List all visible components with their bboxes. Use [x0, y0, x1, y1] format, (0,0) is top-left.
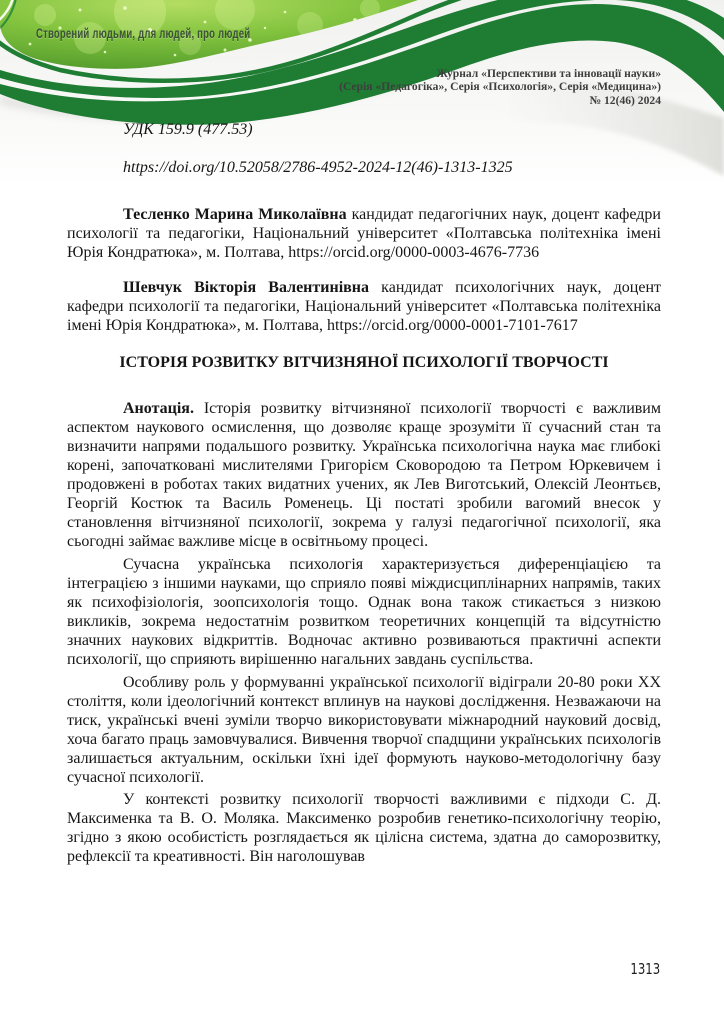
udc-line: УДК 159.9 (477.53): [123, 121, 253, 138]
journal-issue-line: № 12(46) 2024: [589, 93, 661, 107]
author-block: [67, 205, 661, 262]
abstract-text: Історія розвитку вітчизняної психології творчості є важливим аспектом наукового осмислення, що дозволяє краще зрозуміти її сучасний стан та визначити напрями подальшого розвитку. Українська психологічна наука має глибокі корені, започатковані мислителями Григорієм Сковородою та Петром Юркевичем і продовжені в роботах таких видатних учених, як Лев Виготський, Олексій Леонтьєв, Георгій Костюк та Василь Роменець. Ці постаті зробили вагомий внесок у становлення вітчизняної психології, зокрема у галузі педагогічної психології, яка сьогодні займає важливе місце в освітньому процесі.: [67, 400, 661, 550]
abstract-label: Анотація.: [123, 400, 194, 417]
header-slogan: Створений людьми, для людей, про людей: [36, 25, 251, 41]
author-details: кандидат психологічних наук, доцент кафедри психології та педагогіки, Національний університет «Полтавська політехніка імені Юрія Кондратюка», м. Полтава, https://orcid.org/0000-0001-7101-7617: [67, 279, 661, 334]
journal-title-line: Журнал «Перспективи та інновації науки»: [436, 67, 661, 80]
author-name: Шевчук Вікторія Валентинівна: [123, 279, 369, 296]
journal-series-line: (Серія «Педагогіка», Серія «Психологія», Серія «Медицина»): [339, 80, 661, 94]
page-number: 1313: [630, 960, 660, 978]
article-body: [67, 120, 661, 866]
abstract-paragraph: У контексті розвитку психології творчості важливими є підходи С. Д. Максименка та В. О. Моляка. Максименко розробив генетико-психологічну теорію, згідно з якою особистість розглядається як цілісна система, здатна до саморозвитку, рефлексії та креативності. Він наголошував: [67, 791, 661, 865]
abstract-paragraph: Сучасна українська психологія характеризується диференціацією та інтеграцією з іншими науками, що сприяло появі міждисциплінарних напрямів, таких як психофізіологія, зоопсихологія тощо. Однак вона також стикається з низкою викликів, зокрема недостатнім розвитком теоретичних концепцій та відсутністю значних наукових відкриттів. Водночас активно розвиваються практичні аспекти психології, що сприяють вирішенню нагальних завдань суспільства.: [67, 556, 661, 668]
journal-info: [339, 67, 661, 107]
author-details: кандидат педагогічних наук, доцент кафедри психології та педагогіки, Національний університет «Полтавська політехніка імені Юрія Кондратюка», м. Полтава, https://orcid.org/0000-0003-4676-7736: [67, 206, 661, 261]
abstract-paragraph: [67, 399, 661, 551]
author-block: [67, 278, 661, 335]
doi-link[interactable]: https://doi.org/10.52058/2786-4952-2024-12(46)-1313-1325: [123, 159, 513, 176]
author-name: Тесленко Марина Миколаївна: [123, 206, 347, 223]
abstract-paragraph: Особливу роль у формуванні української психології відіграли 20-80 роки ХХ століття, коли ідеологічний контекст вплинув на наукові дослідження. Незважаючи на тиск, українські вчені зуміли творчо використовувати міжнародний науковий досвід, хоча багато праць замовчувалися. Вивчення творчої спадщини українських психологів залишається актуальним, оскільки їхні ідеї формують науково-методологічну базу сучасної психології.: [67, 674, 661, 786]
article-title: ІСТОРІЯ РОЗВИТКУ ВІТЧИЗНЯНОЇ ПСИХОЛОГІЇ ТВОРЧОСТІ: [119, 354, 609, 371]
